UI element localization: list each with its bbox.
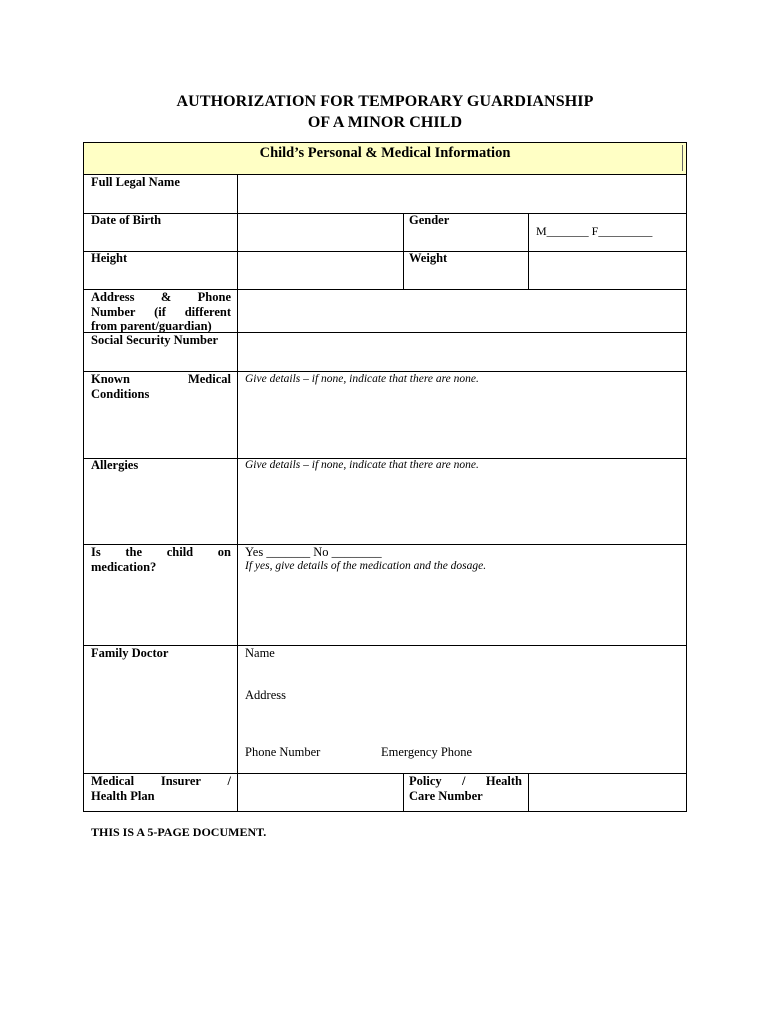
column-divider: [403, 773, 404, 811]
medication-label-line: Is the child on: [91, 545, 231, 559]
address-phone-label-line: Number (if different: [91, 304, 231, 319]
gender-options[interactable]: M_______ F_________: [536, 224, 653, 238]
insurer-label: [91, 774, 231, 803]
section-heading: Child’s Personal & Medical Information: [259, 145, 511, 161]
document-title-line-1: AUTHORIZATION FOR TEMPORARY GUARDIANSHIP: [176, 93, 594, 110]
address-phone-field[interactable]: [238, 289, 686, 332]
address-phone-label-line: from parent/guardian): [91, 319, 212, 333]
policy-number-field[interactable]: [529, 773, 686, 811]
doctor-address-label[interactable]: Address: [245, 688, 286, 702]
policy-label-line: Policy / Health: [409, 774, 522, 788]
policy-label-line: Care Number: [409, 788, 483, 803]
allergies-label: Allergies: [91, 458, 139, 472]
ssn-field[interactable]: [238, 332, 686, 371]
insurer-label-line: Health Plan: [91, 788, 155, 803]
medication-yes-no[interactable]: Yes _______ No ________: [245, 545, 382, 559]
ssn-label: Social Security Number: [91, 333, 219, 347]
medication-label: [91, 545, 231, 574]
insurer-field[interactable]: [238, 773, 403, 811]
full-legal-name-field[interactable]: [238, 175, 686, 213]
doctor-phone-label[interactable]: Phone Number: [245, 745, 321, 759]
height-label: Height: [91, 251, 128, 265]
weight-label: Weight: [409, 251, 448, 265]
column-divider: [403, 213, 404, 289]
full-legal-name-label: Full Legal Name: [91, 175, 180, 189]
row-divider: [84, 645, 686, 646]
known-medical-label: [91, 372, 231, 401]
known-medical-label-line: Known Medical: [91, 372, 231, 386]
known-medical-hint[interactable]: Give details – if none, indicate that there are none.: [245, 373, 479, 385]
date-of-birth-field[interactable]: [238, 213, 403, 251]
insurer-label-line: Medical Insurer /: [91, 774, 231, 788]
weight-field[interactable]: [529, 251, 686, 289]
medication-label-line: medication?: [91, 559, 157, 574]
doctor-name-label[interactable]: Name: [245, 646, 275, 660]
date-of-birth-label: Date of Birth: [91, 213, 162, 227]
height-field[interactable]: [238, 251, 403, 289]
policy-label: [409, 774, 522, 803]
allergies-hint[interactable]: Give details – if none, indicate that there are none.: [245, 459, 479, 471]
address-phone-label: [91, 290, 231, 334]
family-doctor-label: Family Doctor: [91, 646, 169, 660]
address-phone-label-line: Address & Phone: [91, 290, 231, 304]
doctor-emergency-phone-label[interactable]: Emergency Phone: [381, 745, 473, 759]
gender-label: Gender: [409, 213, 450, 227]
header-edge-line: [682, 145, 683, 171]
section-header: [84, 143, 686, 175]
medication-hint[interactable]: If yes, give details of the medication and the dosage.: [245, 560, 487, 572]
known-medical-label-line: Conditions: [91, 386, 150, 401]
document-title-line-2: OF A MINOR CHILD: [307, 114, 463, 131]
child-information-form: [83, 142, 687, 812]
page-count-notice: THIS IS A 5-PAGE DOCUMENT.: [91, 825, 267, 839]
